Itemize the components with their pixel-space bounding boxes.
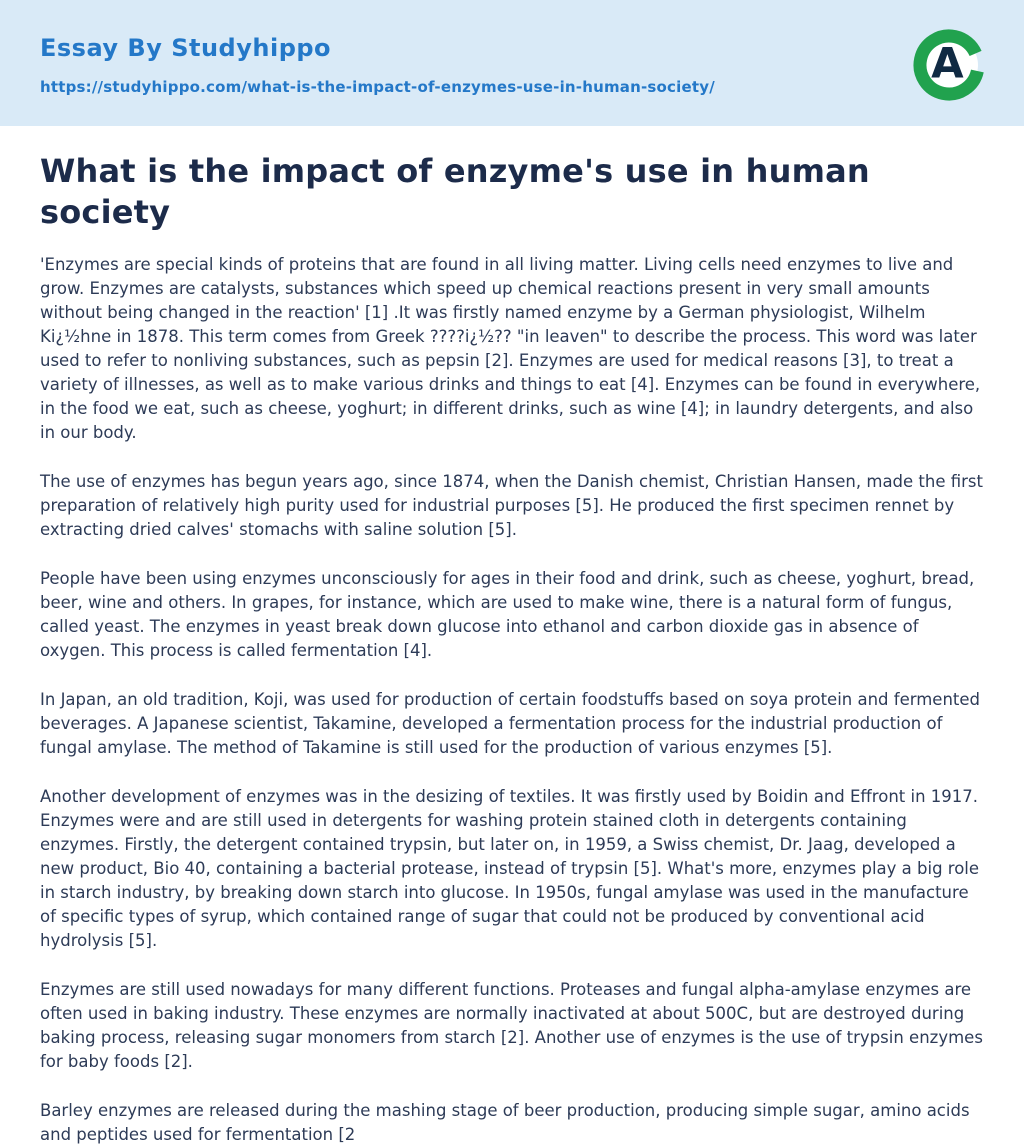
essay-paragraph-5: Another development of enzymes was in the desizing of textiles. It was firstly used by Boidin and Effront in 1917. Enzymes were and are still used in detergents for washing protein stained cloth in detergents containing enzymes. Firstly, the detergent contained trypsin, but later on, in 1959, a Swiss chemist, Dr. Jaag, developed a new product, Bio 40, containing a bacterial protease, instead of trypsin [5]. What's more, enzymes play a big role in starch industry, by breaking down starch into glucose. In 1950s, fungal amylase was used in the manufacture of specific types of syrup, which contained range of sugar that could not be produced by conventional acid hydrolysis [5].: [40, 786, 980, 950]
site-title: Essay By Studyhippo: [40, 34, 332, 62]
essay-paragraph-6: Enzymes are still used nowadays for many different functions. Proteases and fungal alpha-amylase enzymes are often used in baking industry. These enzymes are normally inactivated at about 500C, but are destroyed during baking process, releasing sugar monomers from starch [2]. Another use of enzymes is the use of trypsin enzymes for baby foods [2].: [40, 979, 983, 1071]
studyhippo-logo: [912, 28, 986, 102]
essay-paragraph-2: The use of enzymes has begun years ago, since 1874, when the Danish chemist, Christian Hansen, made the first preparation of relatively high purity used for industrial purposes [5]. He produced the first specimen rennet by extracting dried calves' stomachs with saline solution [5].: [40, 471, 983, 539]
page-header: [0, 0, 1024, 126]
header-text-block: [40, 34, 715, 96]
essay-paragraph-7: Barley enzymes are released during the mashing stage of beer production, producing simple sugar, amino acids and peptides used for fermentation [2: [40, 1100, 970, 1144]
essay-content: [0, 126, 1024, 1147]
essay-paragraph-3: People have been using enzymes unconsciously for ages in their food and drink, such as cheese, yoghurt, bread, beer, wine and others. In grapes, for instance, which are used to make wine, there is a natural form of fungus, called yeast. The enzymes in yeast break down glucose into ethanol and carbon dioxide gas in absence of oxygen. This process is called fermentation [4].: [40, 568, 975, 660]
essay-paragraph-1: 'Enzymes are special kinds of proteins that are found in all living matter. Living cells need enzymes to live and grow. Enzymes are catalysts, substances which speed up chemical reactions present in very small amounts without being changed in the reaction' [1] .It was firstly named enzyme by a German physiologist, Wilhelm Ki¿½hne in 1878. This term comes from Greek ????i¿½?? "in leaven" to describe the process. This word was later used to refer to nonliving substances, such as pepsin [2]. Enzymes are used for medical reasons [3], to treat a variety of illnesses, as well as to make various drinks and things to eat [4]. Enzymes can be found in everywhere, in the food we eat, such as cheese, yoghurt; in different drinks, such as wine [4]; in laundry detergents, and also in our body.: [40, 254, 981, 442]
source-url-link[interactable]: https://studyhippo.com/what-is-the-impact-of-enzymes-use-in-human-society/: [40, 78, 715, 96]
essay-title: What is the impact of enzyme's use in human society: [40, 152, 870, 231]
logo-letter: A: [931, 38, 964, 88]
essay-paragraph-4: In Japan, an old tradition, Koji, was used for production of certain foodstuffs based on soya protein and fermented beverages. A Japanese scientist, Takamine, developed a fermentation process for the industrial production of fungal amylase. The method of Takamine is still used for the production of various enzymes [5].: [40, 689, 981, 757]
